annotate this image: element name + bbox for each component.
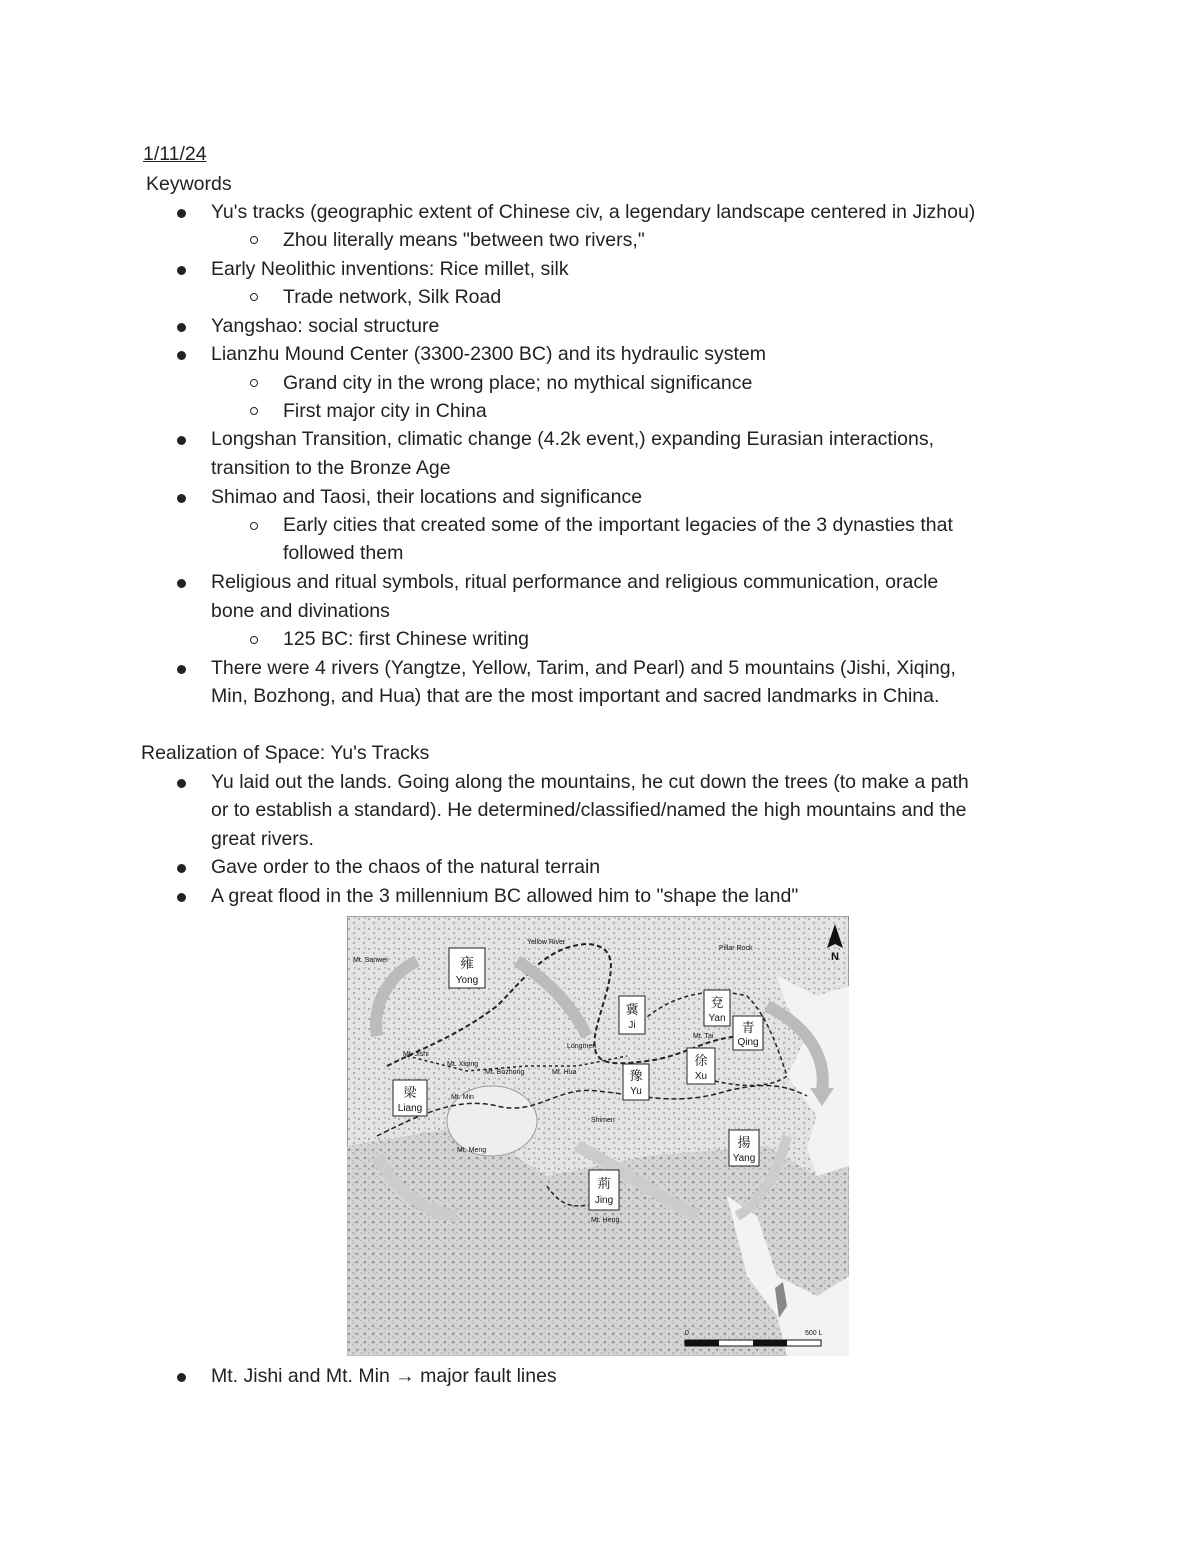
keyword-subitem: 125 BC: first Chinese writing <box>283 628 530 650</box>
keyword-item: Longshan Transition, climatic change (4.2k event,) expanding Eurasian interactions, <box>211 428 935 450</box>
label-hua: Mt. Hua <box>552 1069 577 1076</box>
svg-text:徐: 徐 <box>694 1053 708 1068</box>
keywords-heading: Keywords <box>146 173 232 195</box>
svg-text:Qing: Qing <box>737 1037 759 1048</box>
keyword-item: Early Neolithic inventions: Rice millet, silk <box>211 258 569 280</box>
bullet-icon <box>177 494 186 503</box>
svg-text:梁: 梁 <box>403 1085 417 1100</box>
bullet-icon <box>177 864 186 873</box>
province-yu <box>623 1064 649 1100</box>
section-item: Mt. Jishi and Mt. Min → major fault lines <box>211 1365 557 1387</box>
province-xu <box>687 1048 715 1084</box>
svg-text:荊: 荊 <box>597 1176 611 1191</box>
bullet-icon <box>177 209 186 218</box>
keyword-item: Lianzhu Mound Center (3300-2300 BC) and its hydraulic system <box>211 343 766 365</box>
keyword-item-continued: bone and divinations <box>211 600 390 622</box>
province-jing <box>589 1170 619 1210</box>
label-tai: Mt. Tai <box>693 1033 714 1040</box>
province-yan <box>704 990 730 1026</box>
section-item: Gave order to the chaos of the natural terrain <box>211 856 601 878</box>
section-item-continued: or to establish a standard). He determined/classified/named the high mountains and the <box>211 799 967 821</box>
bullet-icon <box>177 665 186 674</box>
bullet-icon <box>177 1373 186 1382</box>
section-heading: Realization of Space: Yu's Tracks <box>141 742 430 764</box>
label-yellow-river: Yellow River <box>527 939 566 946</box>
svg-text:Liang: Liang <box>397 1103 423 1114</box>
section-item: A great flood in the 3 millennium BC allowed him to "shape the land" <box>211 885 799 907</box>
svg-text:0: 0 <box>685 1330 689 1337</box>
province-qing <box>733 1016 763 1050</box>
bullet-icon <box>177 436 186 445</box>
sub-bullet-icon <box>250 636 258 644</box>
province-ji <box>619 996 645 1034</box>
keyword-subitem-continued: followed them <box>283 542 404 564</box>
bullet-icon <box>177 579 186 588</box>
bullet-icon <box>177 893 186 902</box>
svg-text:500 L: 500 L <box>805 1330 823 1337</box>
bullet-icon <box>177 779 186 788</box>
svg-text:Yan: Yan <box>708 1013 726 1024</box>
label-shimen: Shimen <box>591 1117 615 1124</box>
sub-bullet-icon <box>250 236 258 244</box>
keyword-subitem: Trade network, Silk Road <box>283 286 502 308</box>
sub-bullet-icon <box>250 407 258 415</box>
svg-text:揚: 揚 <box>737 1135 751 1150</box>
section-item-continued: great rivers. <box>211 828 314 850</box>
label-longmen: Longmen <box>567 1043 597 1050</box>
sub-bullet-icon <box>250 293 258 301</box>
label-bozhong: Mt. Bozhong <box>485 1069 525 1076</box>
keyword-item: There were 4 rivers (Yangtze, Yellow, Tarim, and Pearl) and 5 mountains (Jishi, Xiqing, <box>211 657 956 679</box>
keyword-item-continued: transition to the Bronze Age <box>211 457 451 479</box>
svg-text:Ji: Ji <box>628 1020 636 1031</box>
sub-bullet-icon <box>250 379 258 387</box>
label-pillar-rock: Pillar Rock <box>719 945 753 952</box>
keyword-item-continued: Min, Bozhong, and Hua) that are the most important and sacred landmarks in China. <box>211 685 940 707</box>
svg-text:Xu: Xu <box>694 1071 708 1082</box>
keyword-subitem: First major city in China <box>283 400 487 422</box>
label-min: Mt. Min <box>451 1094 474 1101</box>
svg-text:兗: 兗 <box>710 995 724 1010</box>
svg-text:Yang: Yang <box>732 1153 756 1164</box>
svg-text:冀: 冀 <box>625 1002 639 1017</box>
svg-text:青: 青 <box>741 1020 755 1035</box>
keyword-item: Shimao and Taosi, their locations and significance <box>211 486 643 508</box>
svg-text:雍: 雍 <box>460 955 474 971</box>
keyword-item: Religious and ritual symbols, ritual performance and religious communication, oracle <box>211 571 939 593</box>
keyword-subitem: Grand city in the wrong place; no mythical significance <box>283 372 753 394</box>
province-yong <box>449 948 485 988</box>
label-sanwei: Mt. Sanwei <box>353 957 388 964</box>
date: 1/11/24 <box>143 143 207 165</box>
bullet-icon <box>177 266 186 275</box>
sub-bullet-icon <box>250 522 258 530</box>
keyword-subitem: Zhou literally means "between two rivers," <box>283 229 645 251</box>
province-yang <box>729 1130 759 1166</box>
svg-text:Yu: Yu <box>630 1086 642 1097</box>
keyword-subitem: Early cities that created some of the important legacies of the 3 dynasties that <box>283 514 953 536</box>
label-jishi: Mt. Jishi <box>403 1051 429 1058</box>
yu-tracks-map <box>347 916 849 1356</box>
label-xiqing: Mt. Xiqing <box>447 1061 479 1068</box>
svg-text:豫: 豫 <box>629 1068 643 1083</box>
label-meng: Mt. Meng <box>457 1147 487 1154</box>
keyword-item: Yu's tracks (geographic extent of Chinese civ, a legendary landscape centered in Jizhou) <box>211 201 976 223</box>
label-heng: Mt. Heng <box>591 1217 620 1224</box>
bullet-icon <box>177 351 186 360</box>
province-liang <box>393 1080 427 1116</box>
north-label: N <box>831 951 839 963</box>
bullet-icon <box>177 323 186 332</box>
keyword-item: Yangshao: social structure <box>211 315 440 337</box>
svg-text:Yong: Yong <box>455 975 479 986</box>
svg-text:Jing: Jing <box>594 1195 614 1206</box>
section-item: Yu laid out the lands. Going along the mountains, he cut down the trees (to make a path <box>211 771 969 793</box>
